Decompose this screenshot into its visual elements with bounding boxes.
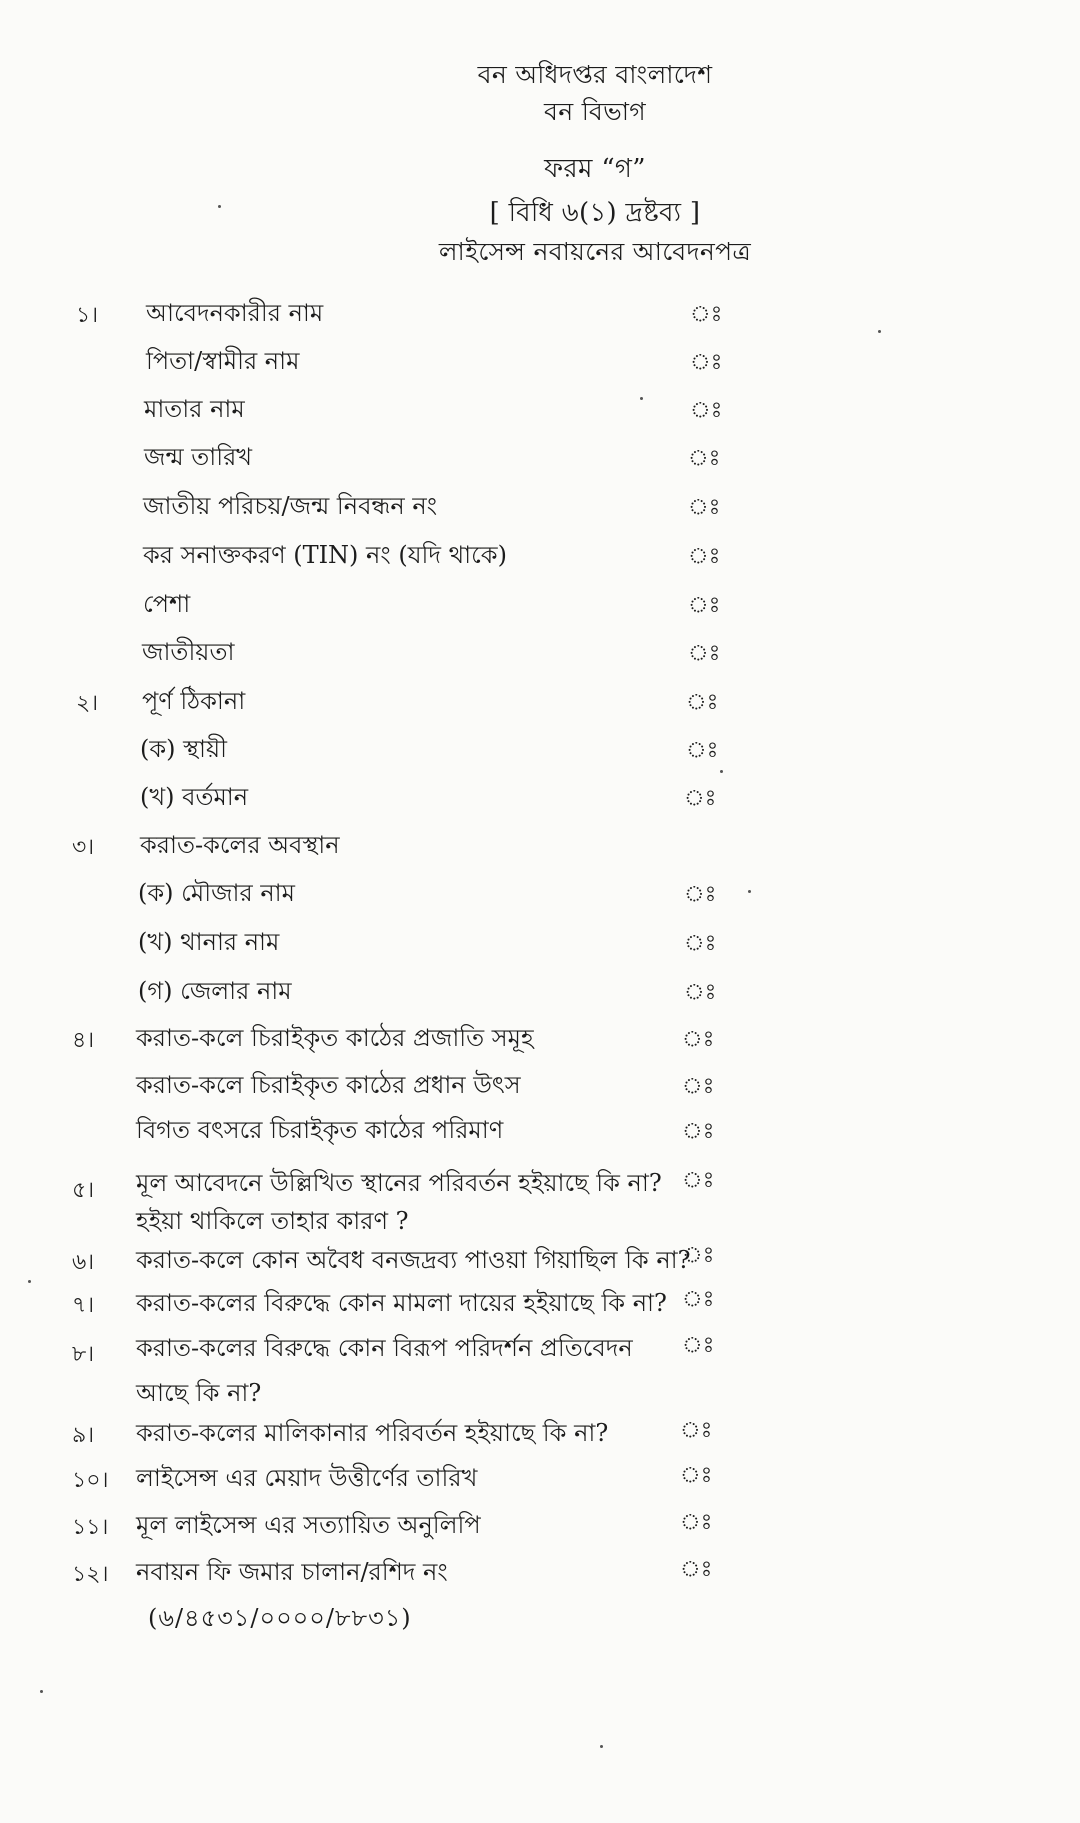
item-colon: ঃ xyxy=(688,495,721,520)
item-label: জাতীয়তা xyxy=(142,638,235,666)
item-label: আবেদনকারীর নাম xyxy=(146,299,324,327)
item-colon: ঃ xyxy=(686,690,719,715)
item-colon: ঃ xyxy=(684,786,717,811)
item-label: হইয়া থাকিলে তাহার কারণ ? xyxy=(136,1207,409,1235)
item-colon: ঃ xyxy=(680,1557,713,1582)
rule-reference: [ বিধি ৬(১) দ্রষ্টব্য ] xyxy=(489,198,701,228)
item-label: করাত-কলে চিরাইকৃত কাঠের প্রজাতি সমূহ xyxy=(136,1024,534,1052)
item-colon: ঃ xyxy=(686,738,719,763)
item-colon: ঃ xyxy=(680,1510,713,1535)
scan-speck xyxy=(40,1690,43,1693)
item-label: (খ) বর্তমান xyxy=(140,783,249,811)
item-colon: ঃ xyxy=(682,1074,715,1099)
scan-speck xyxy=(720,770,723,773)
item-label: পূর্ণ ঠিকানা xyxy=(142,687,246,715)
item-label: করাত-কলের অবস্থান xyxy=(140,831,340,859)
item-label: করাত-কলের বিরুদ্ধে কোন বিরূপ পরিদর্শন প্রতিবেদন xyxy=(136,1334,633,1362)
item-number: ৮। xyxy=(72,1342,95,1367)
item-label: কর সনাক্তকরণ (TIN) নং (যদি থাকে) xyxy=(143,541,507,569)
item-number: ৪। xyxy=(72,1028,95,1053)
item-label: করাত-কলে কোন অবৈধ বনজদ্রব্য পাওয়া গিয়াছিল কি না? xyxy=(136,1246,691,1274)
item-label: করাত-কলের বিরুদ্ধে কোন মামলা দায়ের হইয়াছে কি না? xyxy=(136,1289,667,1317)
item-colon: ঃ xyxy=(684,882,717,907)
item-number: ৯। xyxy=(72,1423,95,1448)
item-label: মাতার নাম xyxy=(144,395,245,423)
item-label: করাত-কলে চিরাইকৃত কাঠের প্রধান উৎস xyxy=(136,1071,521,1099)
item-colon: ঃ xyxy=(682,1119,715,1144)
item-number: ৭। xyxy=(72,1293,95,1318)
item-colon: ঃ xyxy=(688,641,721,666)
item-colon: ঃ xyxy=(684,980,717,1005)
item-colon: ঃ xyxy=(680,1463,713,1488)
item-colon: ঃ xyxy=(690,350,723,375)
department-name: বন বিভাগ xyxy=(544,97,646,126)
org-name: বন অধিদপ্তর বাংলাদেশ xyxy=(477,60,713,89)
item-colon: ঃ xyxy=(684,931,717,956)
item-colon: ঃ xyxy=(682,1333,715,1358)
item-colon: ঃ xyxy=(690,398,723,423)
item-label: পিতা/স্বামীর নাম xyxy=(146,347,300,375)
item-colon: ঃ xyxy=(680,1418,713,1443)
item-number: ৬। xyxy=(72,1250,95,1275)
scan-speck xyxy=(748,890,751,893)
item-label: (গ) জেলার নাম xyxy=(138,977,292,1005)
item-number: ১০। xyxy=(72,1468,109,1493)
item-number: ১২। xyxy=(72,1562,109,1587)
item-label: জন্ম তারিখ xyxy=(144,443,253,471)
item-label: নবায়ন ফি জমার চালান/রশিদ নং xyxy=(136,1558,448,1586)
item-label: জাতীয় পরিচয়/জন্ম নিবন্ধন নং xyxy=(143,492,438,520)
form-title: লাইসেন্স নবায়নের আবেদনপত্র xyxy=(438,237,752,266)
item-number: ১১। xyxy=(72,1515,109,1540)
item-label: মূল আবেদনে উল্লিখিত স্থানের পরিবর্তন হইয়াছে কি না? xyxy=(136,1169,662,1197)
item-label: বিগত বৎসরে চিরাইকৃত কাঠের পরিমাণ xyxy=(136,1116,504,1144)
item-colon: ঃ xyxy=(682,1168,715,1193)
item-label: করাত-কলের মালিকানার পরিবর্তন হইয়াছে কি না? xyxy=(136,1419,609,1447)
item-colon: ঃ xyxy=(688,593,721,618)
item-label: (ক) স্থায়ী xyxy=(140,735,227,763)
item-label: পেশা xyxy=(143,590,191,618)
item-label: (খ) থানার নাম xyxy=(138,928,280,956)
item-label: আছে কি না? xyxy=(136,1379,262,1407)
form-code: (৬/৪৫৩১/০০০০/৮৮৩১) xyxy=(148,1604,412,1632)
item-colon: ঃ xyxy=(682,1287,715,1312)
item-number: ১। xyxy=(76,303,99,328)
item-number: ৩। xyxy=(72,835,95,860)
item-colon: ঃ xyxy=(688,544,721,569)
form-label: ফরম “গ” xyxy=(544,154,646,184)
item-label: (ক) মৌজার নাম xyxy=(138,879,295,907)
item-colon: ঃ xyxy=(682,1243,715,1268)
item-label: মূল লাইসেন্স এর সত্যায়িত অনুলিপি xyxy=(136,1511,481,1539)
scan-speck xyxy=(640,397,643,400)
scan-speck xyxy=(878,330,881,333)
item-colon: ঃ xyxy=(690,302,723,327)
item-number: ৫। xyxy=(72,1178,95,1203)
scan-speck xyxy=(218,205,221,208)
item-label: লাইসেন্স এর মেয়াদ উত্তীর্ণের তারিখ xyxy=(136,1464,478,1492)
item-colon: ঃ xyxy=(688,446,721,471)
scan-speck xyxy=(600,1745,603,1748)
scan-speck xyxy=(28,1280,31,1283)
item-number: ২। xyxy=(76,691,99,716)
item-colon: ঃ xyxy=(682,1027,715,1052)
